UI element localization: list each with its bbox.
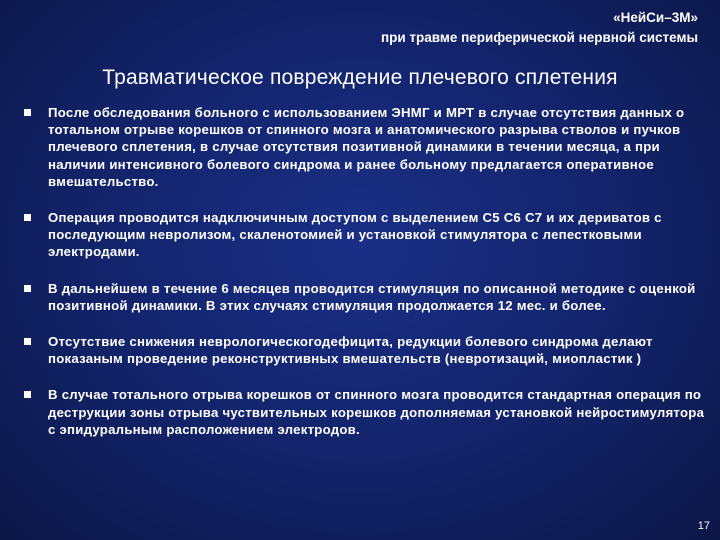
list-item-text: Отсутствие снижения неврологическогодефицита, редукции болевого синдрома делают показаным проведение реконструктивных вмешательств (невротизаций, миопластик ) [48,334,653,367]
list-item [18,280,708,314]
list-item-text: В дальнейшем в течение 6 месяцев проводится стимуляция по описанной методике с оценкой позитивной динамики. В этих случаях стимуляция продолжается 12 мес. и более. [48,280,696,313]
square-bullet-icon [24,338,31,345]
list-item [18,386,708,438]
list-item [18,333,708,367]
header-product-name: «НейСи–3М» [613,10,698,25]
bullet-list [18,104,708,438]
list-item [18,104,708,190]
slide-title: Травматическое повреждение плечевого сплетения [102,66,618,89]
list-item-text: Операция проводится надключичным доступом с выделением С5 С6 С7 и их дериватов с последующим невролизом, скаленотомией и установкой стимулятора с лепестковыми электродами. [48,210,662,260]
page-number: 17 [697,520,710,532]
list-item [18,209,708,261]
list-item-text: После обследования больного с использованием ЭНМГ и МРТ в случае отсутствия данных о тотальном отрыве корешков от спинного мозга и анатомического разрыва стволов и пучков плечевого сплетения, в случае отсутствия позитивной динамики в течении месяца, а при наличии интенсивного болевого синдрома и ранее больному предлагается оперативное вмешательство. [48,105,685,189]
square-bullet-icon [24,391,31,398]
square-bullet-icon [24,109,31,116]
header-subtitle: при травме периферической нервной системы [380,30,698,45]
square-bullet-icon [24,214,31,221]
square-bullet-icon [24,285,31,292]
list-item-text: В случае тотального отрыва корешков от спинного мозга проводится стандартная операция по деструкции зоны отрыва чуствительных корешков дополняемая установкой нейростимулятора с эпидуральным расположением электродов. [48,387,705,437]
slide-header [381,8,698,48]
